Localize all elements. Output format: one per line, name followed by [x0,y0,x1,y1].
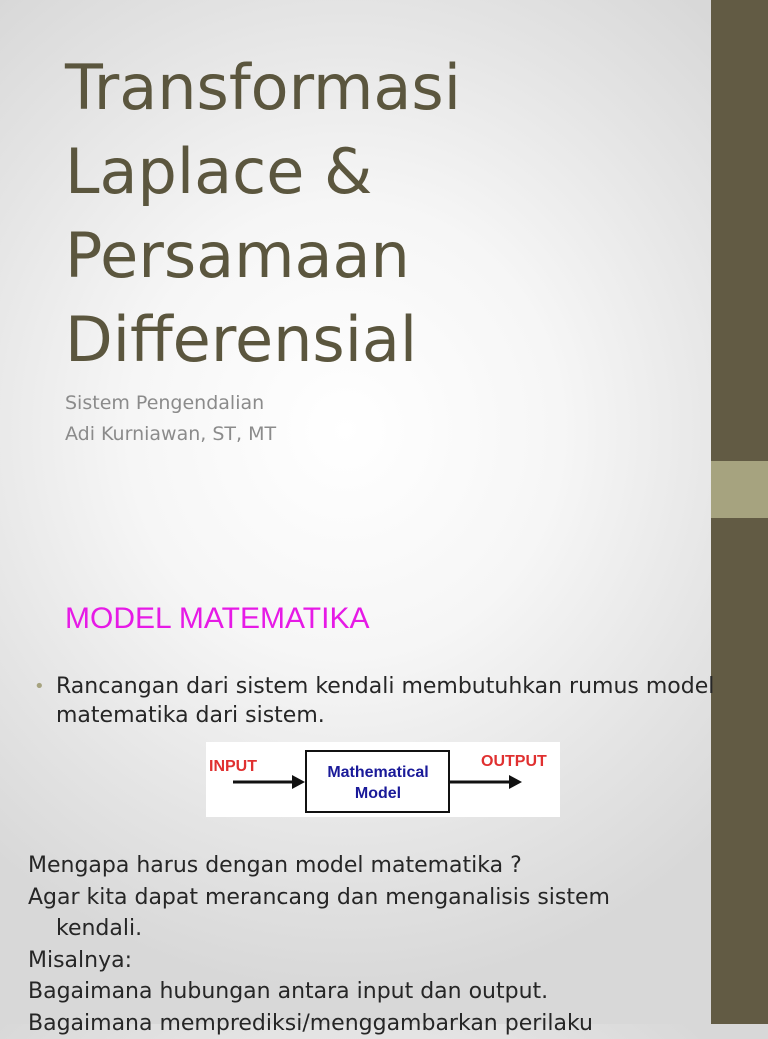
body-line: Misalnya: [28,945,728,977]
bullet-item [34,672,749,730]
input-arrow-head-icon [292,775,305,789]
slide-title [65,46,685,382]
bullet-text: Rancangan dari sistem kendali membutuhkan rumus model matematika dari sistem. [56,672,749,730]
model-box [306,751,449,812]
body-line: Agar kita dapat merancang dan menganalisis sistem [28,882,728,914]
title-line: Transformasi [65,46,685,130]
input-label: INPUT [209,758,257,775]
model-box-line2: Model [355,785,401,802]
output-arrow-head-icon [509,775,522,789]
diagram-svg [206,742,560,817]
title-slide [0,0,711,560]
body-line: Mengapa harus dengan model matematika ? [28,850,728,882]
slide-subtitle [65,388,276,450]
body-line: kendali. [28,913,728,945]
output-label: OUTPUT [481,753,547,770]
body-line: Bagaimana memprediksi/menggambarkan perilaku [28,1008,728,1039]
subtitle-author: Adi Kurniawan, ST, MT [65,419,276,450]
side-accent-block [711,461,768,518]
body-line: Bagaimana hubungan antara input dan output. [28,976,728,1008]
section-heading: MODEL MATEMATIKA [65,602,369,636]
input-output-diagram [206,742,560,817]
title-line: Differensial [65,298,685,382]
title-line: Laplace & [65,130,685,214]
body-text [28,850,728,1039]
title-line: Persamaan [65,214,685,298]
model-box-line1: Mathematical [327,764,428,781]
bullet-dot-icon: • [34,672,45,701]
subtitle-course: Sistem Pengendalian [65,388,276,419]
